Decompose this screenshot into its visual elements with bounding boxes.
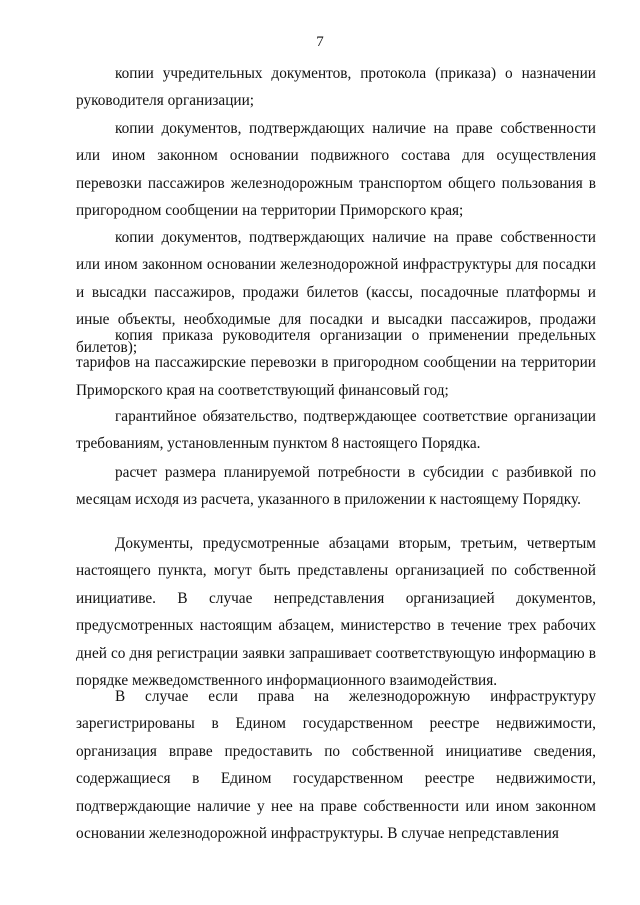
paragraph-documents-initiative: Документы, предусмотренные абзацами вторым, третьим, четвертым настоящего пункта, могут быть представлены организацией по собственной инициативе. В случае непредставления организацией документов, предусмотренных настоящим абзацем, министерство в течение трех рабочих дней со дня регистрации заявки запрашивает соответствующую информацию в порядке межведомственного информационного взаимодействия. <box>76 535 596 690</box>
paragraph-founding-documents: копии учредительных документов, протокола (приказа) о назначении руководителя организации; <box>76 65 596 110</box>
paragraph-guarantee-obligation: гарантийное обязательство, подтверждающее соответствие организации требованиям, установленным пунктом 8 настоящего Порядка. <box>76 408 596 453</box>
paragraph-subsidy-calculation: расчет размера планируемой потребности в субсидии с разбивкой по месяцам исходя из расчета, указанного в приложении к настоящему Порядку. <box>76 464 596 509</box>
paragraph-registry-rights: В случае если права на железнодорожную инфраструктуру зарегистрированы в Едином государственном реестре недвижимости, организация вправе предоставить по собственной инициативе сведения, содержащиеся в Едином государственном реестре недвижимости, подтверждающие наличие у нее на праве собственности или ином законном основании железнодорожной инфраструктуры. В случае непредставления <box>76 688 596 843</box>
page-number: 7 <box>316 34 324 50</box>
paragraph-tariff-order: копия приказа руководителя организации о применении предельных тарифов на пассажирские перевозки в пригородном сообщении на территории Приморского края на соответствующий финансовый год; <box>76 327 596 399</box>
paragraph-infrastructure-documents: копии документов, подтверждающих наличие на праве собственности или ином законном основании железнодорожной инфраструктуры для посадки и высадки пассажиров, продажи билетов (кассы, посадочные платформы и иные объекты, необходимые для посадки и высадки пассажиров, продажи билетов); <box>76 229 596 356</box>
paragraph-rolling-stock-documents: копии документов, подтверждающих наличие на праве собственности или ином законном основании подвижного состава для осуществления перевозки пассажиров железнодорожным транспортом общего пользования в пригородном сообщении на территории Приморского края; <box>76 120 596 220</box>
